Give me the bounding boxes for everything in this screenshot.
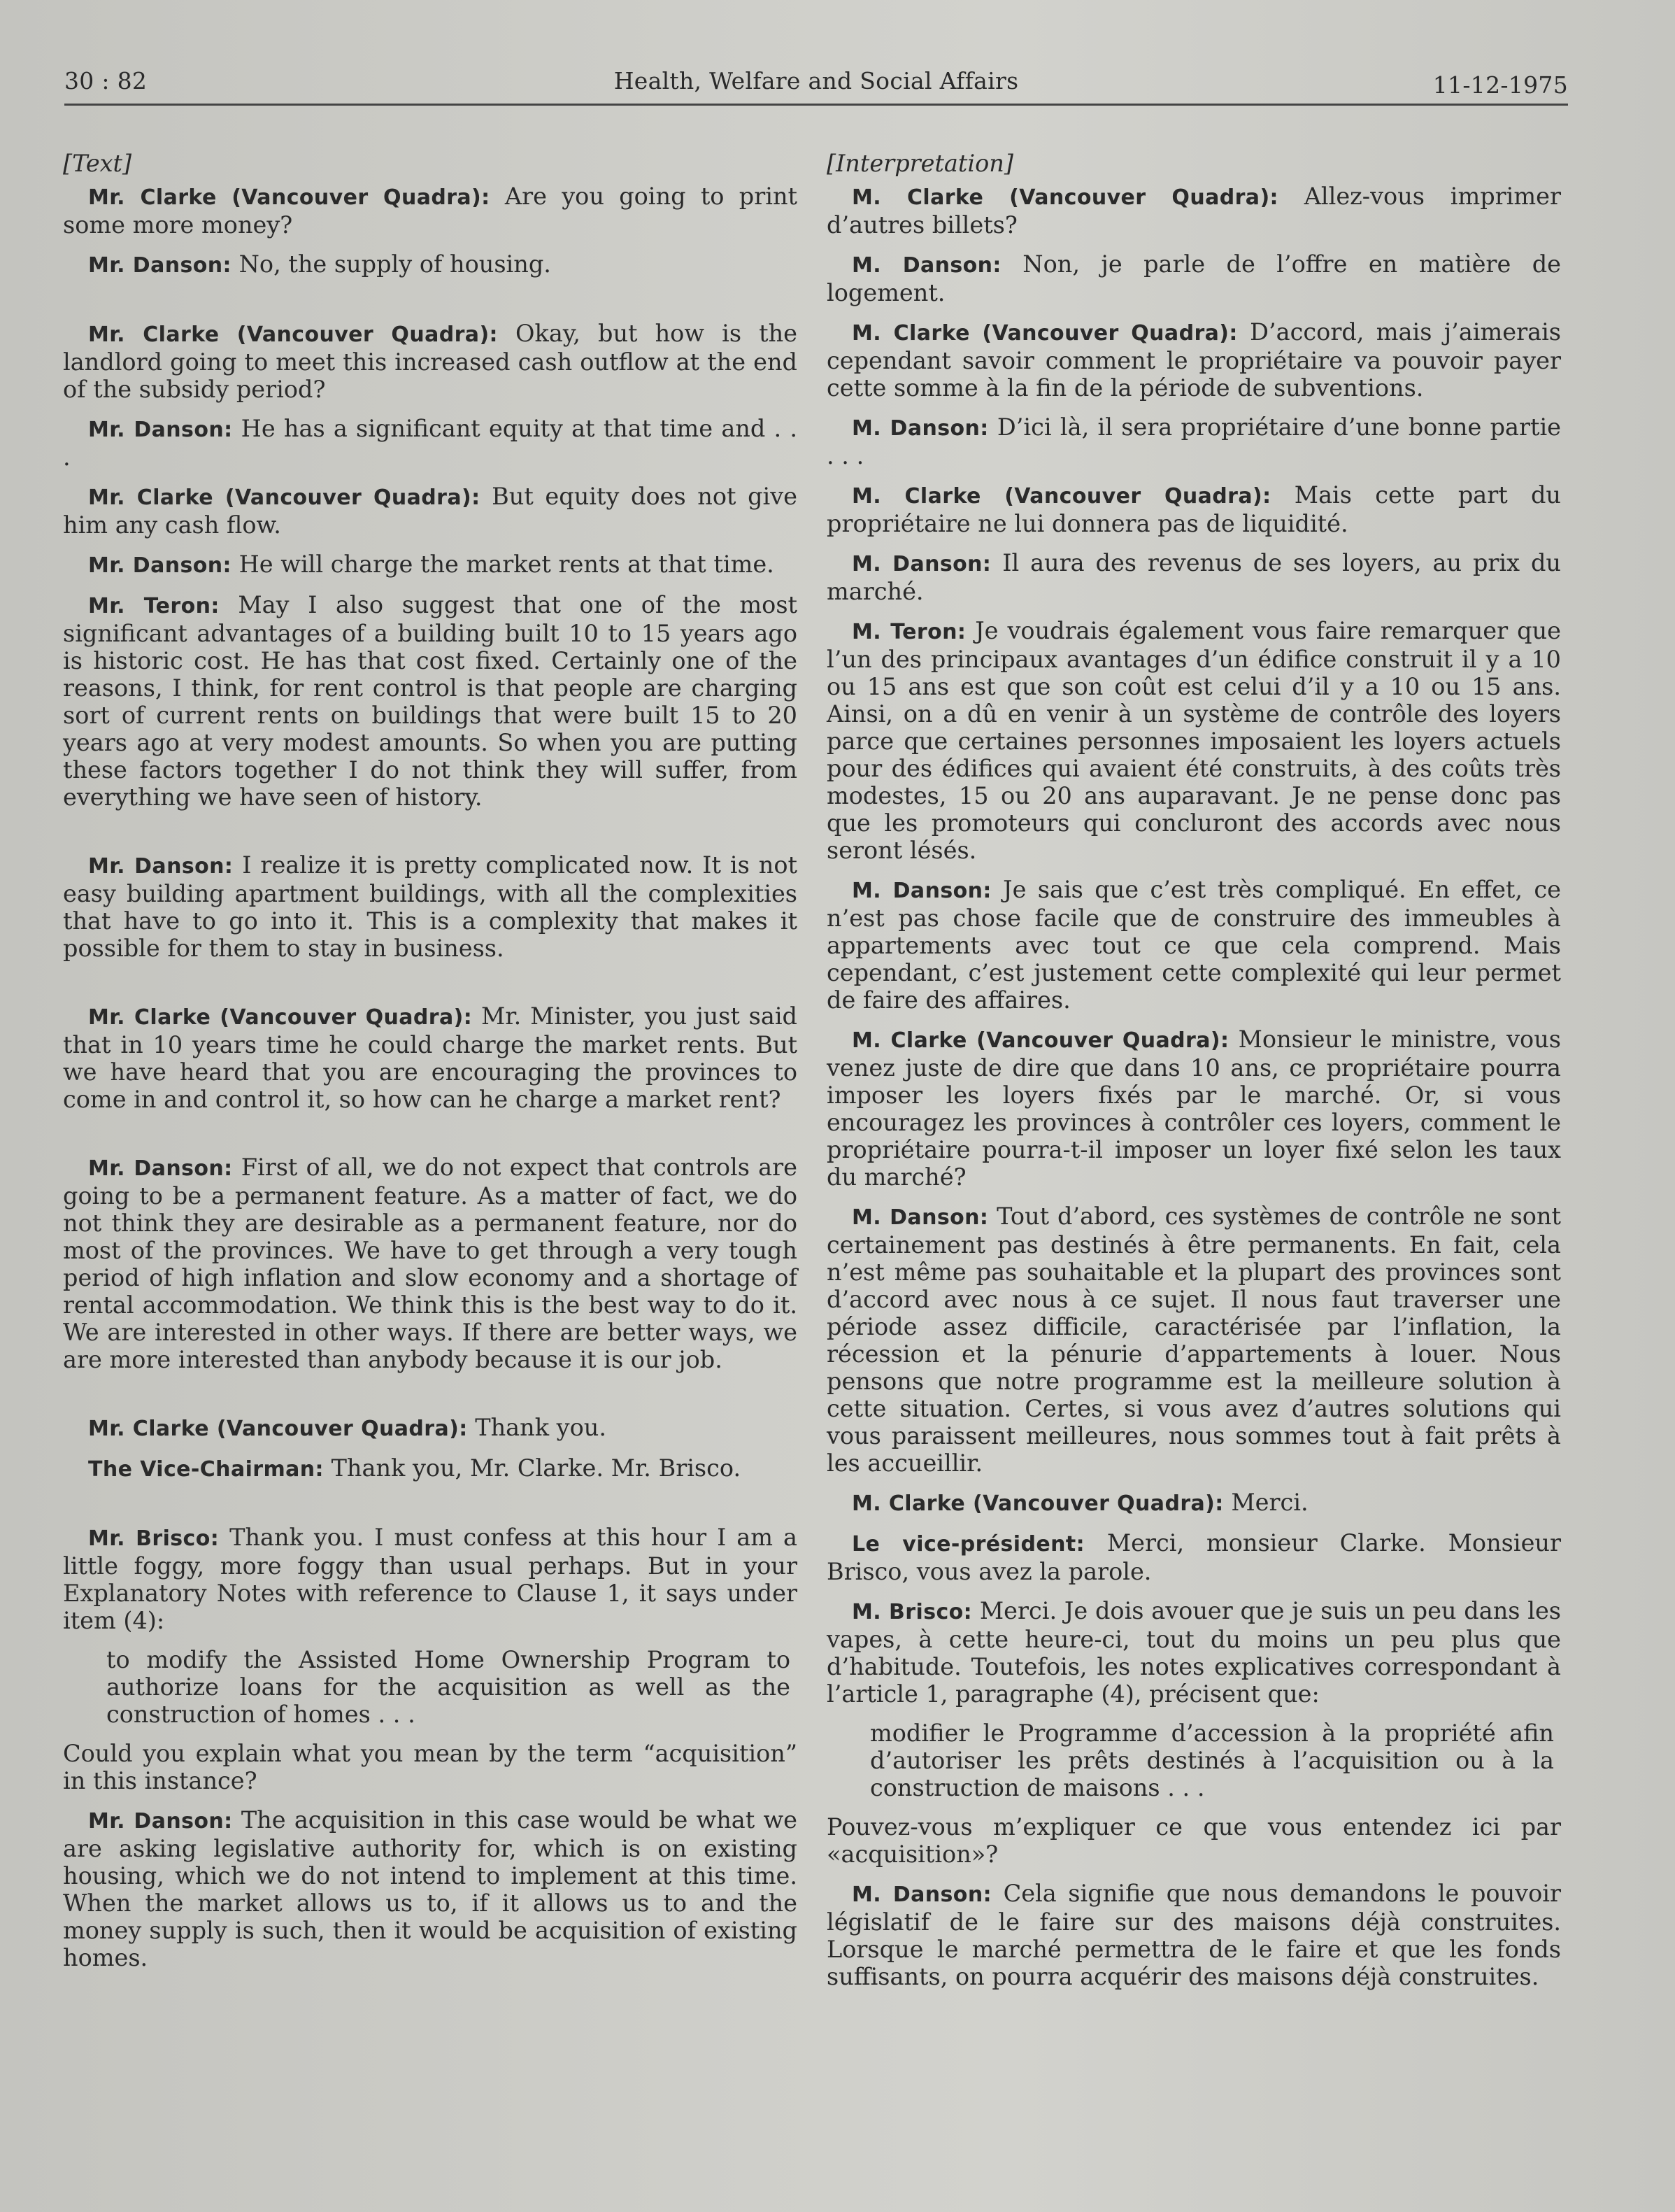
speech-text: Okay, but how is the landlord going to meet this increased cash outflow at the end of the subsidy period? <box>63 320 797 403</box>
speech-text: Non, je parle de l’offre en matière de logement. <box>827 250 1561 306</box>
speech-text: Mr. Minister, you just said that in 10 years time he could charge the market rents. But we have heard that you are encouraging the provinces to come in and control it, so how can he charge a market rent? <box>63 1002 797 1113</box>
speech-text: First of all, we do not expect that controls are going to be a permanent feature. As a matter of fact, we do not think they are desirable as a permanent feature, nor do most of the provinces. We have to get through a very tough period of high inflation and slow economy and a shortage of rental accommodation. We think this is the best way to do it. We are interested in other ways. If there are better ways, we are more interested than anybody because it is our job. <box>63 1154 797 1373</box>
speech-text: But equity does not give him any cash flow. <box>63 483 797 539</box>
speaker-name: Mr. Clarke (Vancouver Quadra): <box>88 185 490 210</box>
column-tag: [Text] <box>63 150 132 177</box>
speaker-name: Le vice-président: <box>852 1532 1085 1557</box>
speech-text: Allez-vous imprimer d’autres billets? <box>827 183 1561 239</box>
speaker-name: M. Danson: <box>852 552 992 576</box>
paragraph <box>63 591 797 811</box>
speaker-name: M. Danson: <box>852 253 1002 278</box>
speech-text: I realize it is pretty complicated now. It is not easy building apartment buildings, with all the complexities that have to go into it. This is a complexity that makes it possible for them to stay in business. <box>63 851 798 962</box>
speech-text: Cela signifie que nous demandons le pouvoir législatif de le faire sur des maisons déjà construites. Lorsque le marché permettra de le faire et que les fonds suffisants, on pourra acquérir des maisons déjà construites. <box>827 1880 1561 1990</box>
french-column <box>827 150 1561 2002</box>
paragraph <box>827 1597 1561 1708</box>
speaker-name: M. Clarke (Vancouver Quadra): <box>852 484 1271 509</box>
speaker-name: Mr. Clarke (Vancouver Quadra): <box>88 485 480 510</box>
speaker-name: Mr. Brisco: <box>88 1526 220 1551</box>
speech-text: May I also suggest that one of the most significant advantages of a building built 10 to 15 years ago is historic cost. He has that cost fixed. Certainly one of the reasons, I think, for rent control is that people are charging sort of current rents on buildings that were built 15 to 20 years ago at very modest amounts. So when you are putting these factors together I do not think they will suffer, from everything we have seen of history. <box>63 591 797 811</box>
paragraph <box>63 851 797 962</box>
running-title: Health, Welfare and Social Affairs <box>613 67 1019 94</box>
paragraph <box>63 1414 797 1442</box>
speech-text: He will charge the market rents at that time. <box>231 551 774 578</box>
speaker-name: Mr. Danson: <box>88 1809 233 1834</box>
speech-text: He has a significant equity at that time and . . . <box>63 415 797 471</box>
speaker-name: Mr. Clarke (Vancouver Quadra): <box>88 1417 468 1441</box>
speaker-name: M. Clarke (Vancouver Quadra): <box>852 321 1238 346</box>
speech-text: Are you going to print some more money? <box>63 183 797 239</box>
speech-text: Merci. Je dois avouer que je suis un peu dans les vapes, à cette heure-ci, tout du moins un peu plus que d’habitude. Toutefois, les notes explicatives correspondant à l’article 1, paragraphe (4), précisent que: <box>827 1597 1561 1708</box>
speaker-name: M. Clarke (Vancouver Quadra): <box>852 1028 1229 1053</box>
paragraph <box>827 250 1561 306</box>
speaker-name: The Vice-Chairman: <box>88 1457 324 1482</box>
speech-text: Mais cette part du propriétaire ne lui donnera pas de liquidité. <box>827 481 1561 537</box>
english-column <box>63 150 797 1983</box>
speech-text: Je sais que c’est très compliqué. En effet, ce n’est pas chose facile que de construire des immeubles à appartements avec tout ce que cela comprend. Mais cependant, c’est justement cette complexité qui leur permet de faire des affaires. <box>827 876 1561 1014</box>
speech-text: D’ici là, il sera propriétaire d’une bonne partie . . . <box>827 413 1561 469</box>
speaker-name: Mr. Danson: <box>88 253 231 278</box>
paragraph <box>63 250 797 279</box>
speaker-name: M. Danson: <box>852 1205 989 1230</box>
paragraph <box>827 318 1561 402</box>
paragraph <box>827 481 1561 537</box>
speech-text: The acquisition in this case would be what we are asking legislative authority for, which is on existing housing, which we do not intend to implement at this time. When the market allows us to, if it allows us to and the money supply is such, then it would be acquisition of existing homes. <box>63 1806 797 1971</box>
speech-text: Thank you, Mr. Clarke. Mr. Brisco. <box>323 1454 741 1482</box>
paragraph <box>827 1529 1561 1585</box>
speech-text: Monsieur le ministre, vous venez juste de dire que dans 10 ans, ce propriétaire pourra imposer les loyers fixés par le marché. Or, si vous encouragez les provinces à contrôler ces loyers, comment le propriétaire pourra-t-il imposer un loyer fixé selon les taux du marché? <box>827 1026 1561 1191</box>
paragraph <box>63 1002 797 1113</box>
paragraph <box>63 483 797 539</box>
page-number: 30 : 82 <box>64 67 148 94</box>
paragraph <box>63 1454 797 1483</box>
paragraph <box>63 415 797 471</box>
paragraph <box>827 1203 1561 1477</box>
speaker-name: Mr. Teron: <box>88 594 220 618</box>
paragraph <box>63 1524 797 1634</box>
speaker-name: Mr. Danson: <box>88 854 234 879</box>
speech-text: Merci. <box>1223 1489 1309 1516</box>
paragraph <box>827 876 1561 1014</box>
speech-text: D’accord, mais j’aimerais cependant savoir comment le propriétaire va pouvoir payer cette somme à la fin de la période de subventions. <box>827 318 1561 402</box>
paragraph <box>827 1880 1561 1990</box>
speaker-name: M. Teron: <box>852 620 967 644</box>
paragraph <box>827 413 1561 469</box>
column-tag: [Interpretation] <box>827 150 1013 177</box>
column-tag-label: Text <box>72 150 123 177</box>
paragraph <box>827 549 1561 605</box>
speaker-name: Mr. Danson: <box>88 1156 233 1181</box>
speaker-name: M. Brisco: <box>852 1600 973 1624</box>
paragraph <box>827 1026 1561 1191</box>
paragraph <box>827 617 1561 864</box>
speaker-name: M. Clarke (Vancouver Quadra): <box>852 1491 1224 1516</box>
speech-text: Tout d’abord, ces systèmes de contrôle ne sont certainement pas destinés à être permanents. En fait, cela n’est même pas souhaitable et la plupart des provinces sont d’accord avec nous à ce sujet. Il nous faut traverser une période assez difficile, caractérisée par l’inflation, la récession et la pénurie d’appartements à louer. Nous pensons que notre programme est la meilleure solution à cette situation. Certes, si vous avez d’autres solutions qui vous paraissent meilleures, nous sommes tout à fait prêts à les accueillir. <box>827 1203 1561 1477</box>
page-date: 11-12-1975 <box>1432 71 1568 99</box>
speaker-name: Mr. Danson: <box>88 553 231 578</box>
paragraph <box>63 551 797 579</box>
paragraph <box>63 183 797 239</box>
speaker-name: M. Danson: <box>852 1883 992 1907</box>
paragraph <box>63 1806 797 1971</box>
speaker-name: M. Danson: <box>852 416 989 441</box>
speech-text: Thank you. I must confess at this hour I am a little foggy, more foggy than usual perhaps. But in your Explanatory Notes with reference to Clause 1, it says under item (4): <box>63 1524 797 1634</box>
page-header <box>64 67 1568 106</box>
speaker-name: Mr. Danson: <box>88 418 233 442</box>
speaker-name: Mr. Clarke (Vancouver Quadra): <box>88 1005 473 1030</box>
speech-text: Il aura des revenus de ses loyers, au prix du marché. <box>827 549 1561 605</box>
speaker-name: M. Danson: <box>852 879 992 903</box>
speaker-name: Mr. Clarke (Vancouver Quadra): <box>88 322 498 347</box>
paragraph <box>827 1489 1561 1517</box>
paragraph: Pouvez-vous m’expliquer ce que vous entendez ici par «acquisition»? <box>827 1813 1561 1868</box>
paragraph <box>63 1154 797 1373</box>
speech-text: Je voudrais également vous faire remarquer que l’un des principaux avantages d’un édifice construit il y a 10 ou 15 ans est que son coût est celui d’il y a 10 ou 15 ans. Ainsi, on a dû en venir à un système de contrôle des loyers parce que certaines personnes imposaient les loyers actuels pour des édifices qui avaient été construits, à des coûts très modestes, 15 ou 20 ans auparavant. Je ne pense donc pas que les promoteurs qui concluront des accords avec nous seront lésés. <box>827 617 1561 864</box>
paragraph <box>63 320 797 403</box>
quoted-passage: to modify the Assisted Home Ownership Program to authorize loans for the acquisition as well as the construction of homes . . . <box>106 1646 790 1728</box>
speech-text: No, the supply of housing. <box>231 250 551 278</box>
paragraph: Could you explain what you mean by the term “acquisition” in this instance? <box>63 1740 797 1794</box>
column-tag-label: Interpretation <box>836 150 1004 177</box>
speaker-name: M. Clarke (Vancouver Quadra): <box>852 185 1278 210</box>
paragraph <box>827 183 1561 239</box>
speech-text: Thank you. <box>467 1414 606 1441</box>
speech-text: Merci, monsieur Clarke. Monsieur Brisco, vous avez la parole. <box>827 1529 1561 1585</box>
quoted-passage: modifier le Programme d’accession à la propriété afin d’autoriser les prêts destinés à l’acquisition ou à la construction de maisons . . . <box>870 1720 1554 1801</box>
